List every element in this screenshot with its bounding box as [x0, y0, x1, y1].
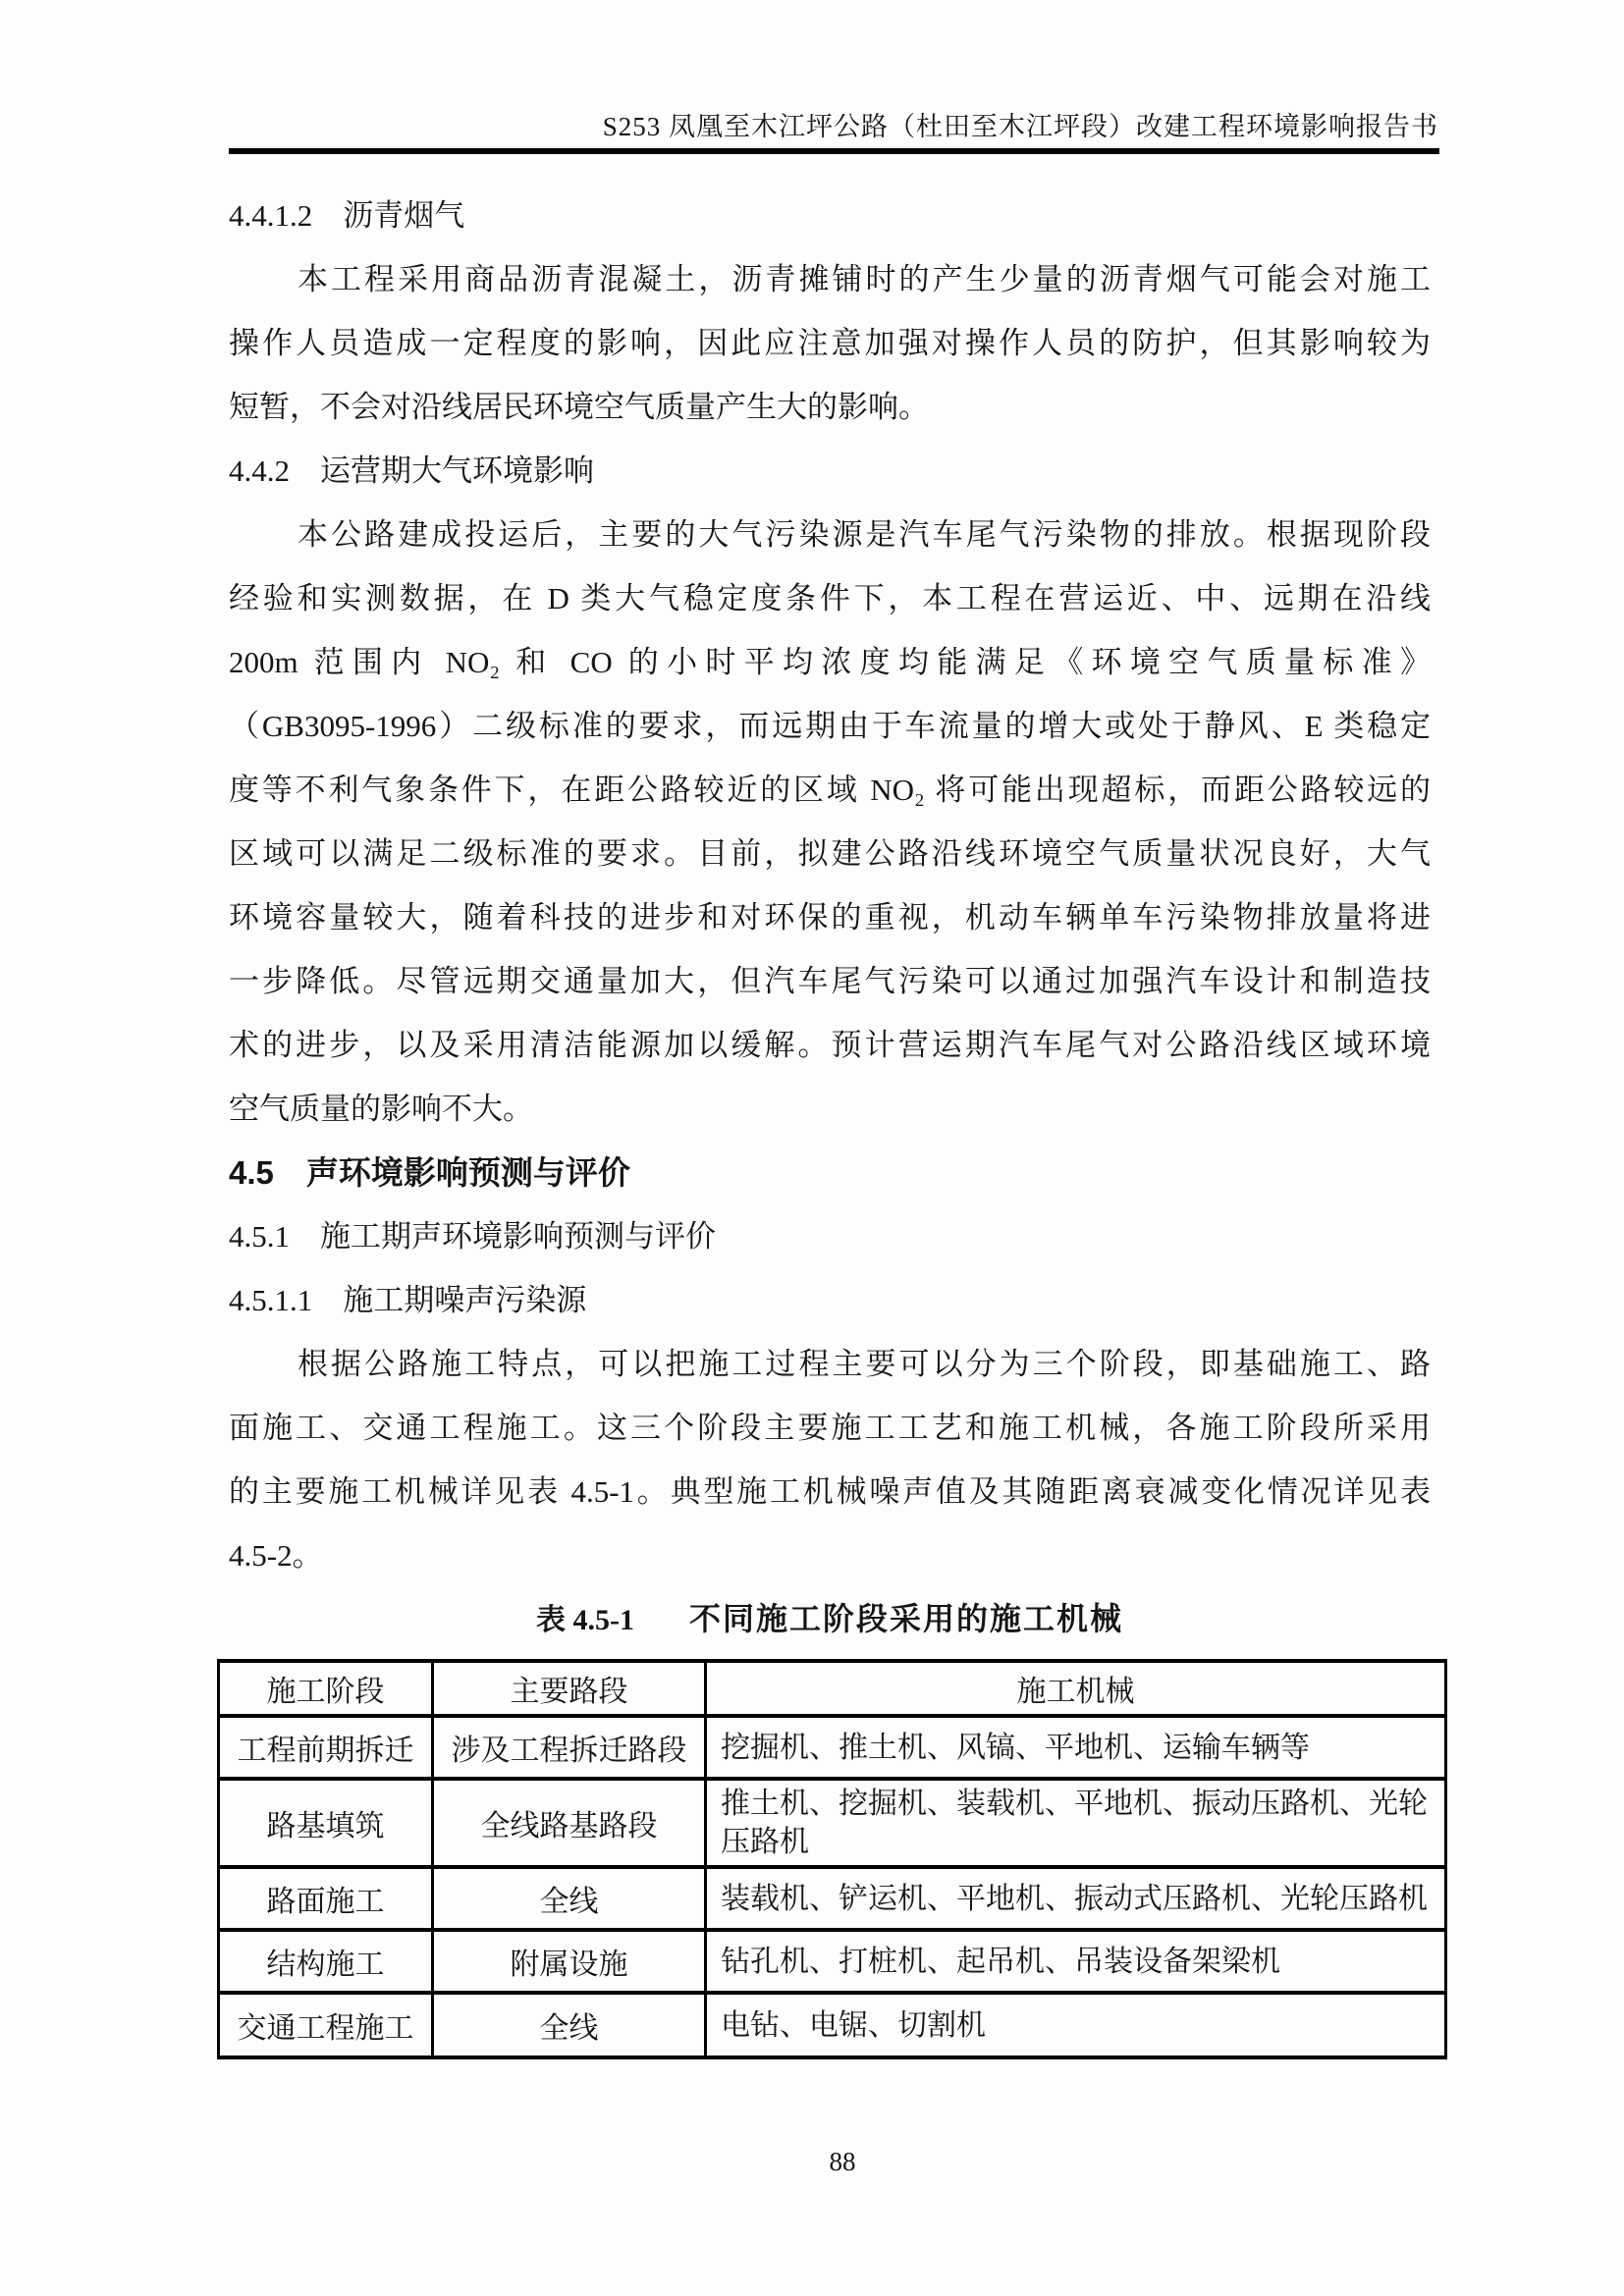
table-row: [219, 1716, 1446, 1779]
paragraph-line: 短暂，不会对沿线居民环境空气质量产生大的影响。: [229, 390, 929, 424]
running-header: S253 凤凰至木江坪公路（杜田至木江坪段）改建工程环境影响报告书: [602, 112, 1438, 141]
cell-construction-stage: 结构施工: [219, 1930, 433, 1993]
table-row: [219, 1867, 1446, 1930]
table-caption-label: 表 4.5-1: [535, 1604, 634, 1636]
table-caption: [229, 1587, 1431, 1651]
cell-road-section: 附属设施: [433, 1930, 706, 1993]
column-header: 施工机械: [706, 1661, 1446, 1716]
paragraph-line: （GB3095-1996）二级标准的要求，而远期由于车流量的增大或处于静风、E 类稳定: [229, 709, 1431, 743]
cell-machinery: 装载机、铲运机、平地机、振动式压路机、光轮压路机: [706, 1867, 1446, 1930]
cell-construction-stage: 工程前期拆迁: [219, 1716, 433, 1779]
cell-machinery: 电钻、电锯、切割机: [706, 1993, 1446, 2057]
cell-construction-stage: 路基填筑: [219, 1779, 433, 1867]
document-content: [229, 184, 1431, 2059]
paragraph-line: 区域可以满足二级标准的要求。目前，拟建公路沿线环境空气质量状况良好，大气: [229, 836, 1431, 871]
machinery-table-body: [219, 1716, 1446, 2057]
table-row: [219, 1993, 1446, 2057]
section-heading: 4.5 声环境影响预测与评价: [229, 1154, 630, 1191]
column-header: 主要路段: [433, 1661, 706, 1716]
cell-road-section: 全线: [433, 1993, 706, 2057]
paragraph-line: 面施工、交通工程施工。这三个阶段主要施工工艺和施工机械，各施工阶段所采用: [229, 1411, 1431, 1445]
cell-construction-stage: 交通工程施工: [219, 1993, 433, 2057]
cell-road-section: 涉及工程拆迁路段: [433, 1716, 706, 1779]
cell-road-section: 全线路基路段: [433, 1779, 706, 1867]
section-heading: 4.5.1.1 施工期噪声污染源: [229, 1283, 587, 1317]
table-header-row: [219, 1661, 1446, 1716]
page-number: 88: [829, 2147, 856, 2176]
table-caption-title: 不同施工阶段采用的施工机械: [688, 1601, 1123, 1636]
paragraph-line: 经验和实测数据，在 D 类大气稳定度条件下，本工程在营运近、中、远期在沿线: [229, 581, 1431, 615]
paragraph-line: 200m 范围内 NO₂ 和 CO 的小时平均浓度均能满足《环境空气质量标准》: [229, 645, 1431, 679]
paragraph-line: 术的进步，以及采用清洁能源加以缓解。预计营运期汽车尾气对公路沿线区域环境: [229, 1028, 1431, 1062]
paragraph-line: 一步降低。尽管远期交通量加大，但汽车尾气污染可以通过加强汽车设计和制造技: [229, 964, 1431, 998]
cell-machinery: 挖掘机、推土机、风镐、平地机、运输车辆等: [706, 1716, 1446, 1779]
cell-machinery: 钻孔机、打桩机、起吊机、吊装设备架梁机: [706, 1930, 1446, 1993]
cell-construction-stage: 路面施工: [219, 1867, 433, 1930]
table-row: [219, 1779, 1446, 1867]
paragraph-line: 本公路建成投运后，主要的大气污染源是汽车尾气污染物的排放。根据现阶段: [298, 517, 1431, 552]
section-heading: 4.4.1.2 沥青烟气: [229, 198, 465, 233]
paragraph-line: 环境容量较大，随着科技的进步和对环保的重视，机动车辆单车污染物排放量将进: [229, 900, 1431, 934]
section-heading: 4.4.2 运营期大气环境影响: [229, 454, 594, 488]
paragraph-line: 度等不利气象条件下，在距公路较近的区域 NO₂ 将可能出现超标，而距公路较远的: [229, 773, 1431, 807]
column-header: 施工阶段: [219, 1661, 433, 1716]
machinery-table: [217, 1659, 1447, 2059]
paragraph-line: 的主要施工机械详见表 4.5-1。典型施工机械噪声值及其随距离衰减变化情况详见表: [229, 1474, 1431, 1509]
paragraph-line: 操作人员造成一定程度的影响，因此应注意加强对操作人员的防护，但其影响较为: [229, 326, 1431, 360]
cell-road-section: 全线: [433, 1867, 706, 1930]
table-row: [219, 1930, 1446, 1993]
header-rule: [229, 148, 1439, 154]
paragraph-line: 4.5-2。: [229, 1538, 323, 1573]
cell-machinery: 推土机、挖掘机、装载机、平地机、振动压路机、光轮压路机: [706, 1779, 1446, 1867]
paragraph-line: 空气质量的影响不大。: [229, 1092, 533, 1126]
section-heading: 4.5.1 施工期声环境影响预测与评价: [229, 1219, 716, 1254]
paragraph-line: 根据公路施工特点，可以把施工过程主要可以分为三个阶段，即基础施工、路: [298, 1347, 1431, 1381]
paragraph-line: 本工程采用商品沥青混凝土，沥青摊铺时的产生少量的沥青烟气可能会对施工: [298, 262, 1431, 296]
